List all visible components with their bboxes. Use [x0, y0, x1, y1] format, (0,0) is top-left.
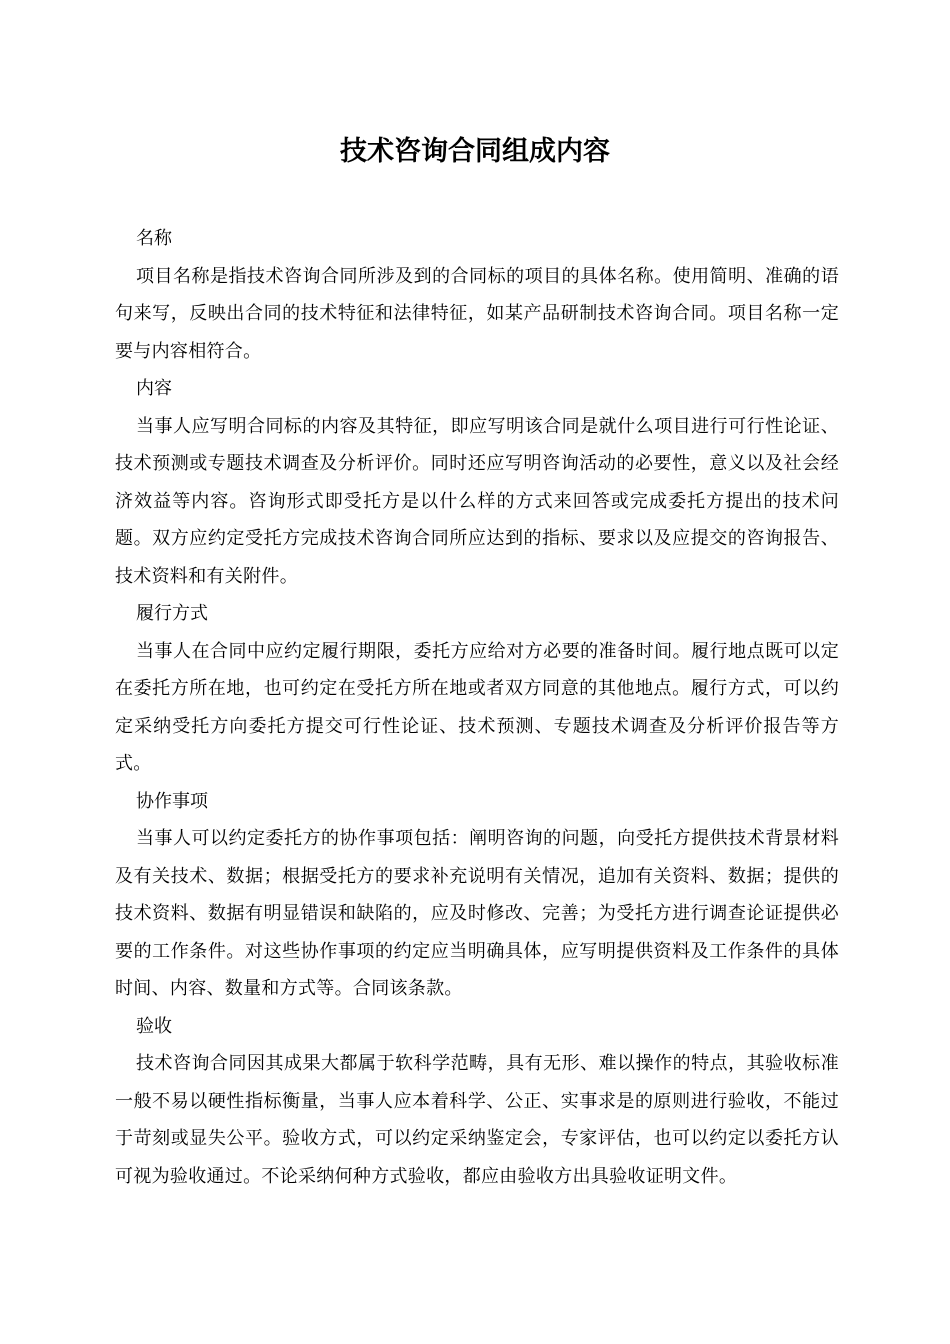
section-heading-acceptance: 验收 — [136, 1015, 172, 1037]
section-body-name: 项目名称是指技术咨询合同所涉及到的合同标的项目的具体名称。使用简明、准确的语句来写，反映出合同的技术特征和法律特征，如某产品研制技术咨询合同。项目名称一定要与内容相符合。 — [115, 265, 839, 362]
section-body-performance: 当事人在合同中应约定履行期限，委托方应给对方必要的准备时间。履行地点既可以定在委托方所在地，也可约定在受托方所在地或者双方同意的其他地点。履行方式，可以约定采纳受托方向委托方提交可行性论证、技术预测、专题技术调查及分析评价报告等方式。 — [115, 640, 839, 774]
section-body-cooperation: 当事人可以约定委托方的协作事项包括：阐明咨询的问题，向受托方提供技术背景材料及有关技术、数据；根据受托方的要求补充说明有关情况，追加有关资料、数据；提供的技术资料、数据有明显错误和缺陷的，应及时修改、完善；为受托方进行调查论证提供必要的工作条件。对这些协作事项的约定应当明确具体，应写明提供资料及工作条件的具体时间、内容、数量和方式等。合同该条款。 — [115, 828, 839, 999]
document-title: 技术咨询合同组成内容 — [340, 136, 610, 167]
section-heading-name: 名称 — [136, 228, 172, 249]
section-heading-performance: 履行方式 — [136, 603, 208, 624]
document-body — [115, 220, 839, 1195]
section-body-content: 当事人应写明合同标的内容及其特征，即应写明该合同是就什么项目进行可行性论证、技术预测或专题技术调查及分析评价。同时还应写明咨询活动的必要性，意义以及社会经济效益等内容。咨询形式即受托方是以什么样的方式来回答或完成委托方提出的技术问题。双方应约定受托方完成技术咨询合同所应达到的指标、要求以及应提交的咨询报告、技术资料和有关附件。 — [115, 415, 839, 587]
section-heading-content: 内容 — [136, 378, 172, 399]
section-body-acceptance: 技术咨询合同因其成果大都属于软科学范畴，具有无形、难以操作的特点，其验收标准一般不易以硬性指标衡量，当事人应本着科学、公正、实事求是的原则进行验收，不能过于苛刻或显失公平。验收方式，可以约定采纳鉴定会，专家评估，也可以约定以委托方认可视为验收通过。不论采纳何种方式验收，都应由验收方出具验收证明文件。 — [115, 1053, 839, 1187]
section-heading-cooperation: 协作事项 — [136, 790, 208, 812]
